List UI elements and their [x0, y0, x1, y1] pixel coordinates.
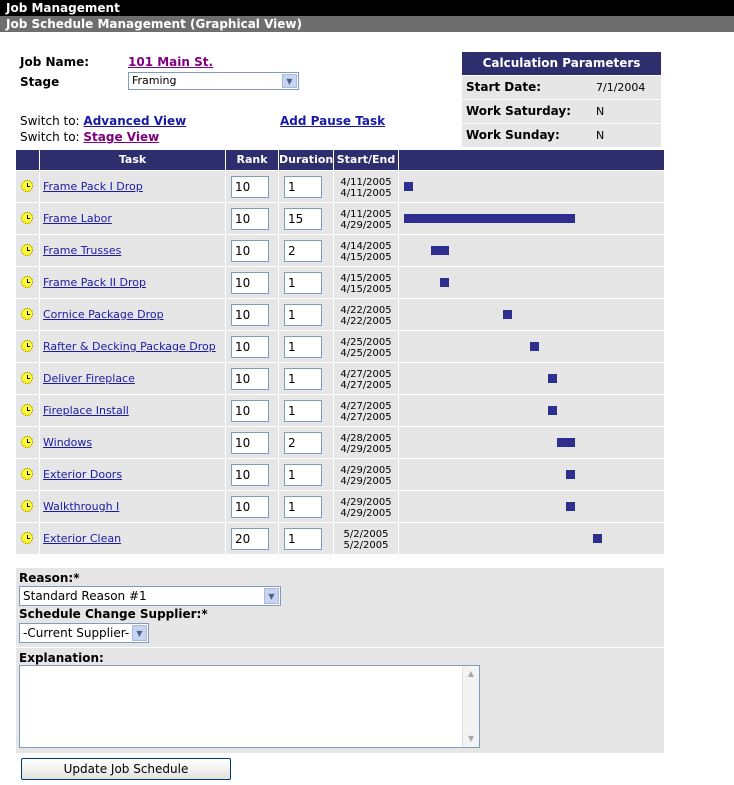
status-cell	[16, 203, 40, 234]
start-date: 5/2/2005	[343, 529, 389, 540]
table-row	[16, 458, 664, 490]
rank-cell	[226, 427, 279, 458]
rank-input[interactable]: 10	[231, 496, 269, 518]
clock-icon	[21, 212, 33, 224]
task-cell	[40, 491, 226, 522]
dates-cell	[334, 203, 399, 234]
chevron-down-icon: ▼	[132, 625, 147, 641]
duration-input[interactable]: 1	[284, 400, 322, 422]
task-link[interactable]: Exterior Clean	[43, 532, 122, 545]
task-cell	[40, 171, 226, 202]
calc-row-work-saturday	[462, 99, 661, 123]
table-row	[16, 202, 664, 234]
calculation-parameters-panel	[462, 52, 661, 147]
explanation-textarea[interactable]	[19, 665, 480, 748]
task-link[interactable]: Exterior Doors	[43, 468, 123, 481]
stage-select-value: Framing	[132, 74, 177, 87]
app-title: Job Management	[0, 0, 734, 16]
gantt-bar	[503, 310, 512, 319]
task-cell	[40, 523, 226, 554]
status-cell	[16, 491, 40, 522]
task-link[interactable]: Frame Pack II Drop	[43, 276, 147, 289]
gantt-cell	[399, 459, 664, 490]
duration-input[interactable]: 2	[284, 240, 322, 262]
status-cell	[16, 427, 40, 458]
dates-cell	[334, 363, 399, 394]
task-link[interactable]: Walkthrough I	[43, 500, 120, 513]
gantt-bar	[530, 342, 539, 351]
status-cell	[16, 523, 40, 554]
status-cell	[16, 299, 40, 330]
calc-label: Work Saturday:	[466, 104, 572, 118]
header-icon-col	[16, 150, 40, 170]
end-date: 4/15/2005	[340, 252, 392, 263]
rank-input[interactable]: 10	[231, 464, 269, 486]
gantt-cell	[399, 523, 664, 554]
end-date: 4/15/2005	[340, 284, 392, 295]
duration-input[interactable]: 1	[284, 528, 322, 550]
end-date: 4/29/2005	[340, 476, 392, 487]
calc-row-start-date	[462, 75, 661, 99]
duration-input[interactable]: 2	[284, 432, 322, 454]
table-row	[16, 330, 664, 362]
task-link[interactable]: Windows	[43, 436, 93, 449]
status-cell	[16, 235, 40, 266]
gantt-cell	[399, 235, 664, 266]
header-task: Task	[40, 150, 226, 170]
duration-input[interactable]: 15	[284, 208, 322, 230]
rank-cell	[226, 395, 279, 426]
status-cell	[16, 331, 40, 362]
start-date: 4/11/2005	[340, 209, 392, 220]
reason-label: Reason:*	[19, 571, 80, 585]
job-name-label: Job Name:	[20, 55, 90, 69]
divider	[16, 647, 664, 648]
duration-cell	[279, 459, 334, 490]
start-date: 4/28/2005	[340, 433, 392, 444]
start-date: 4/27/2005	[340, 401, 392, 412]
rank-input[interactable]: 10	[231, 336, 269, 358]
end-date: 4/25/2005	[340, 348, 392, 359]
task-cell	[40, 427, 226, 458]
rank-input[interactable]: 10	[231, 400, 269, 422]
calc-value: N	[596, 129, 605, 142]
grid-rows	[16, 170, 664, 554]
start-date: 4/29/2005	[340, 497, 392, 508]
dates-cell	[334, 427, 399, 458]
task-link[interactable]: Cornice Package Drop	[43, 308, 164, 321]
duration-cell	[279, 203, 334, 234]
grid-header	[16, 150, 664, 170]
supplier-select[interactable]	[19, 623, 149, 643]
rank-input[interactable]: 10	[231, 304, 269, 326]
gantt-cell	[399, 395, 664, 426]
task-link[interactable]: Fireplace Install	[43, 404, 129, 417]
task-cell	[40, 331, 226, 362]
duration-cell	[279, 523, 334, 554]
end-date: 4/22/2005	[340, 316, 392, 327]
duration-cell	[279, 363, 334, 394]
duration-input[interactable]: 1	[284, 304, 322, 326]
task-cell	[40, 459, 226, 490]
calc-title: Calculation Parameters	[462, 52, 661, 75]
job-name-link[interactable]: 101 Main St.	[128, 55, 214, 69]
rank-input[interactable]: 10	[231, 272, 269, 294]
duration-input[interactable]: 1	[284, 496, 322, 518]
start-date: 4/11/2005	[340, 177, 392, 188]
duration-cell	[279, 299, 334, 330]
chevron-down-icon: ▼	[264, 588, 279, 604]
rank-cell	[226, 299, 279, 330]
duration-cell	[279, 427, 334, 458]
start-date: 4/25/2005	[340, 337, 392, 348]
gantt-cell	[399, 331, 664, 362]
supplier-label: Schedule Change Supplier:*	[19, 607, 208, 621]
status-cell	[16, 363, 40, 394]
reason-select-value: Standard Reason #1	[23, 589, 147, 603]
clock-icon	[21, 500, 33, 512]
clock-icon	[21, 372, 33, 384]
rank-input[interactable]: 20	[231, 528, 269, 550]
rank-input[interactable]: 10	[231, 432, 269, 454]
clock-icon	[21, 276, 33, 288]
clock-icon	[21, 244, 33, 256]
task-cell	[40, 203, 226, 234]
gantt-cell	[399, 171, 664, 202]
task-cell	[40, 395, 226, 426]
rank-cell	[226, 491, 279, 522]
update-job-schedule-button[interactable]: Update Job Schedule	[21, 758, 231, 780]
rank-cell	[226, 523, 279, 554]
page-title: Job Schedule Management (Graphical View)	[0, 16, 734, 32]
clock-icon	[21, 340, 33, 352]
gantt-bar	[557, 438, 575, 447]
add-pause-task-link[interactable]: Add Pause Task	[280, 114, 386, 128]
gantt-bar	[404, 182, 413, 191]
table-row	[16, 490, 664, 522]
change-reason-panel	[16, 568, 664, 753]
rank-input[interactable]: 10	[231, 240, 269, 262]
advanced-view-link[interactable]: Advanced View	[83, 114, 187, 128]
gantt-cell	[399, 267, 664, 298]
gantt-bar	[431, 246, 449, 255]
reason-select[interactable]	[19, 586, 281, 606]
task-cell	[40, 267, 226, 298]
calc-row-work-sunday	[462, 123, 661, 147]
header-start-end: Start/End	[334, 150, 399, 170]
calc-value: N	[596, 105, 605, 118]
dates-cell	[334, 171, 399, 202]
gantt-cell	[399, 203, 664, 234]
status-cell	[16, 267, 40, 298]
end-date: 4/29/2005	[340, 508, 392, 519]
duration-cell	[279, 235, 334, 266]
rank-cell	[226, 459, 279, 490]
end-date: 4/29/2005	[340, 220, 392, 231]
rank-cell	[226, 363, 279, 394]
rank-input[interactable]: 10	[231, 368, 269, 390]
rank-cell	[226, 331, 279, 362]
table-row	[16, 298, 664, 330]
stage-select[interactable]	[128, 72, 299, 90]
end-date: 4/27/2005	[340, 412, 392, 423]
duration-cell	[279, 331, 334, 362]
chevron-down-icon: ▼	[282, 74, 297, 88]
duration-input[interactable]: 1	[284, 336, 322, 358]
calc-label: Start Date:	[466, 80, 542, 94]
task-link[interactable]: Frame Pack I Drop	[43, 180, 143, 193]
rank-cell	[226, 267, 279, 298]
duration-cell	[279, 267, 334, 298]
duration-cell	[279, 491, 334, 522]
gantt-bar	[548, 406, 557, 415]
clock-icon	[21, 308, 33, 320]
start-date: 4/29/2005	[340, 465, 392, 476]
status-cell	[16, 459, 40, 490]
dates-cell	[334, 459, 399, 490]
rank-cell	[226, 203, 279, 234]
calc-label: Work Sunday:	[466, 128, 560, 142]
header-gantt	[399, 150, 664, 170]
rank-cell	[226, 235, 279, 266]
gantt-cell	[399, 491, 664, 522]
stage-label: Stage	[20, 75, 60, 89]
gantt-bar	[440, 278, 449, 287]
start-date: 4/14/2005	[340, 241, 392, 252]
schedule-grid	[16, 150, 664, 554]
status-cell	[16, 395, 40, 426]
switch-advanced-row	[20, 114, 186, 128]
supplier-select-value: -Current Supplier-	[23, 626, 130, 640]
task-link[interactable]: Frame Trusses	[43, 244, 122, 257]
gantt-bar	[566, 502, 575, 511]
gantt-bar	[548, 374, 557, 383]
gantt-cell	[399, 427, 664, 458]
switch-prefix: Switch to:	[20, 114, 80, 128]
switch-prefix-2: Switch to:	[20, 130, 80, 144]
start-date: 4/27/2005	[340, 369, 392, 380]
rank-input[interactable]: 10	[231, 176, 269, 198]
scroll-down-icon[interactable]: ▼	[467, 734, 475, 743]
duration-input[interactable]: 1	[284, 464, 322, 486]
duration-input[interactable]: 1	[284, 176, 322, 198]
scroll-up-icon[interactable]: ▲	[467, 669, 475, 678]
clock-icon	[21, 404, 33, 416]
task-link[interactable]: Deliver Fireplace	[43, 372, 135, 385]
task-cell	[40, 235, 226, 266]
duration-cell	[279, 395, 334, 426]
gantt-cell	[399, 363, 664, 394]
duration-input[interactable]: 1	[284, 368, 322, 390]
start-date: 4/15/2005	[340, 273, 392, 284]
status-cell	[16, 171, 40, 202]
table-row	[16, 362, 664, 394]
rank-input[interactable]: 10	[231, 208, 269, 230]
dates-cell	[334, 331, 399, 362]
gantt-bar	[566, 470, 575, 479]
rank-cell	[226, 171, 279, 202]
stage-view-link[interactable]: Stage View	[83, 130, 160, 144]
clock-icon	[21, 532, 33, 544]
gantt-bar	[593, 534, 602, 543]
duration-input[interactable]: 1	[284, 272, 322, 294]
end-date: 4/29/2005	[340, 444, 392, 455]
dates-cell	[334, 491, 399, 522]
dates-cell	[334, 299, 399, 330]
end-date: 5/2/2005	[343, 540, 389, 551]
start-date: 4/22/2005	[340, 305, 392, 316]
textarea-scrollbar[interactable]	[462, 666, 479, 747]
end-date: 4/11/2005	[340, 188, 392, 199]
table-row	[16, 234, 664, 266]
table-row	[16, 170, 664, 202]
gantt-cell	[399, 299, 664, 330]
explanation-label: Explanation:	[19, 651, 104, 665]
clock-icon	[21, 436, 33, 448]
header-rank: Rank	[226, 150, 279, 170]
dates-cell	[334, 267, 399, 298]
dates-cell	[334, 523, 399, 554]
task-link[interactable]: Frame Labor	[43, 212, 112, 225]
duration-cell	[279, 171, 334, 202]
task-cell	[40, 299, 226, 330]
dates-cell	[334, 235, 399, 266]
clock-icon	[21, 468, 33, 480]
header-duration: Duration	[279, 150, 334, 170]
gantt-bar	[404, 214, 575, 223]
table-row	[16, 426, 664, 458]
clock-icon	[21, 180, 33, 192]
task-cell	[40, 363, 226, 394]
table-row	[16, 522, 664, 554]
dates-cell	[334, 395, 399, 426]
end-date: 4/27/2005	[340, 380, 392, 391]
calc-value: 7/1/2004	[596, 81, 646, 94]
table-row	[16, 394, 664, 426]
switch-stage-row	[20, 130, 159, 144]
table-row	[16, 266, 664, 298]
task-link[interactable]: Rafter & Decking Package Drop	[43, 340, 216, 353]
